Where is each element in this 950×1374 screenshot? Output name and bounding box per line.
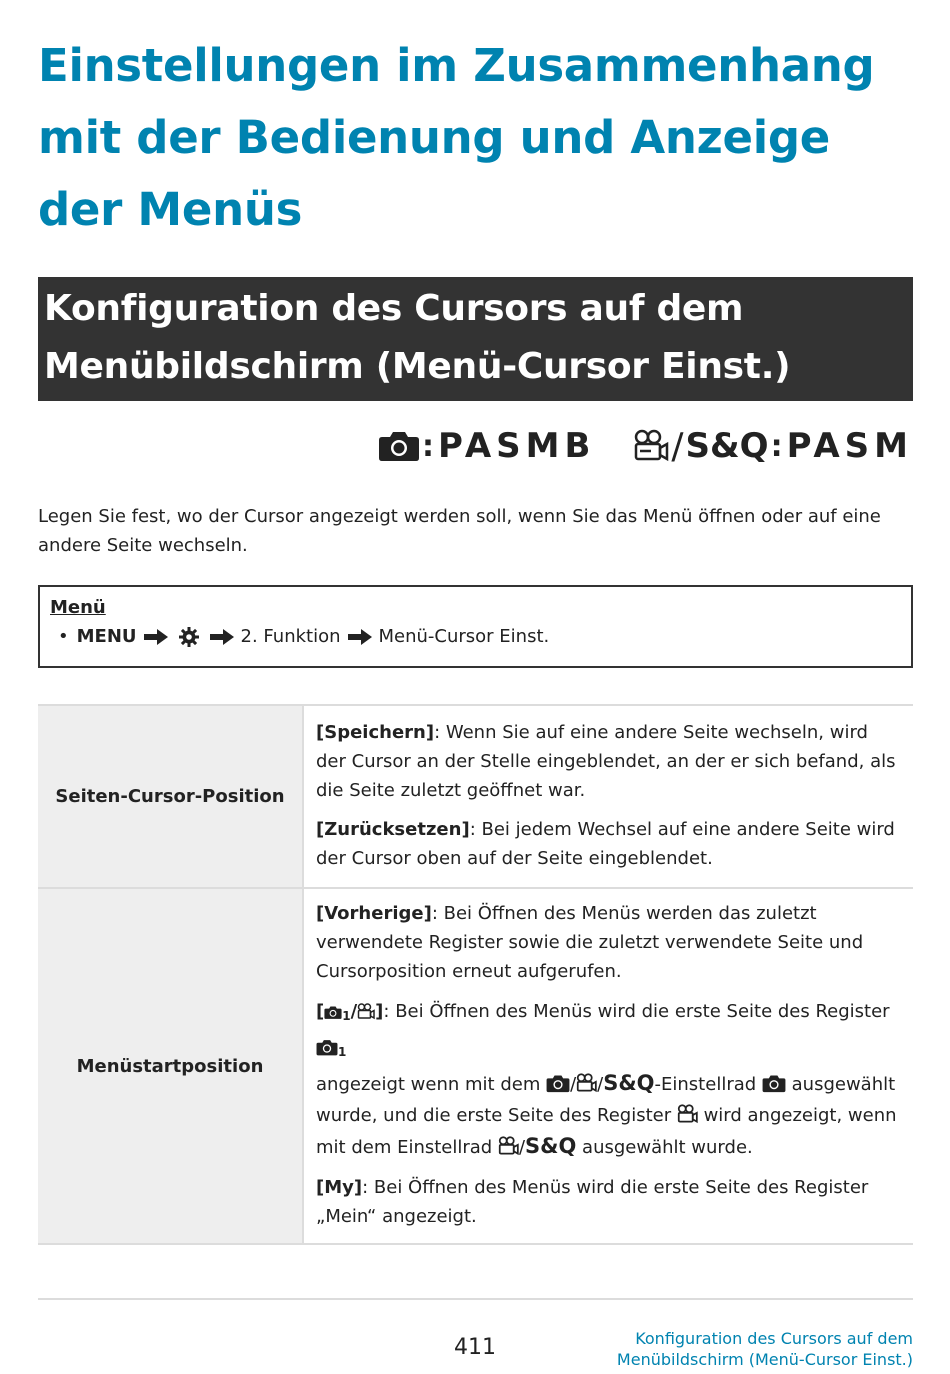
option-text: : Bei Öffnen des Menüs werden das zuletzt verwendete Register sowie die zuletzt verwendete Seite und Cursorposition erneut aufgerufen. (316, 903, 864, 982)
option-name: [My] (316, 1177, 363, 1198)
option-description (316, 718, 899, 805)
menu-step-menu: MENU (76, 626, 137, 647)
option-description (316, 815, 899, 873)
camera-icon (546, 1074, 570, 1093)
camera-icon (762, 1074, 786, 1093)
video-modes: PASM (786, 426, 913, 466)
page-number: 411 (454, 1335, 496, 1360)
footer-link-line: Konfiguration des Cursors auf dem (635, 1329, 913, 1348)
photo-modes: PASMB (438, 426, 596, 466)
mode-colon-video: : (770, 428, 783, 464)
bullet: • (58, 626, 69, 647)
camera-icon (324, 1005, 342, 1020)
menu-step-function: 2. Funktion (240, 626, 341, 647)
setting-label: Menüstartposition (38, 888, 303, 1244)
movie-camera-icon (677, 1104, 698, 1124)
option-name: [Speichern] (316, 722, 435, 743)
shooting-mode-indicator (378, 424, 913, 468)
section-header-bar (38, 277, 913, 401)
movie-camera-icon (576, 1073, 597, 1093)
section-title: Konfiguration des Cursors auf dem Menübildschirm (Menü-Cursor Einst.) (44, 288, 791, 387)
movie-camera-icon (633, 429, 669, 463)
sq-mode-label: S&Q (685, 426, 769, 466)
page-title: Einstellungen im Zusammenhang mit der Bedienung und Anzeige der Menüs (38, 39, 875, 236)
footer-section-link[interactable] (553, 1328, 913, 1370)
arrow-right-icon (143, 628, 169, 646)
setting-description (303, 705, 913, 888)
table-row (38, 888, 913, 1244)
camera-icon (316, 1039, 338, 1056)
menu-step-setting: Menü-Cursor Einst. (378, 626, 550, 647)
setting-label: Seiten-Cursor-Position (38, 705, 303, 888)
footer-link-line: Menübildschirm (Menü-Cursor Einst.) (616, 1350, 913, 1369)
setting-description (303, 888, 913, 1244)
footer-divider (38, 1298, 913, 1300)
option-description (316, 1173, 899, 1231)
gear-icon (179, 627, 199, 647)
settings-table (38, 704, 913, 1245)
intro-paragraph: Legen Sie fest, wo der Cursor angezeigt werden soll, wenn Sie das Menü öffnen oder auf eine andere Seite wechseln. (38, 506, 881, 556)
movie-camera-icon (357, 1003, 375, 1020)
movie-camera-icon (498, 1136, 519, 1156)
arrow-right-icon (347, 628, 373, 646)
option-name: [Vorherige] (316, 903, 432, 924)
option-description (316, 899, 899, 986)
option-description: [ 1/ ]: Bei Öffnen des Menüs wird die erste Seite des Register 1 angezeigt wenn mit dem / /S&Q-Einstellrad ausgewählt wurde, und die erste Seite des Register wird angezeigt, wenn mit dem Einstellrad /S&Q ausgewählt wurde. (316, 1001, 897, 1158)
option-text: : Wenn Sie auf eine andere Seite wechseln, wird der Cursor an der Stelle eingeblendet, an der er sich befand, als die Seite zuletzt geöffnet war. (316, 722, 896, 801)
menu-path-box (38, 585, 913, 668)
mode-colon: : (422, 428, 435, 464)
camera-icon (378, 430, 420, 462)
mode-slash: / (671, 425, 684, 467)
sq-mode-label: S&Q (603, 1071, 655, 1095)
option-text: : Bei Öffnen des Menüs wird die erste Seite des Register „Mein“ angezeigt. (316, 1177, 869, 1227)
sq-mode-label: S&Q (525, 1134, 577, 1158)
option-name: [ 1/ ] (316, 1001, 384, 1023)
option-text: : Bei jedem Wechsel auf eine andere Seite wird der Cursor oben auf der Seite eingeblendet. (316, 819, 895, 869)
table-row (38, 705, 913, 888)
menu-heading: Menü (50, 597, 106, 618)
menu-path (50, 622, 901, 652)
arrow-right-icon (209, 628, 235, 646)
option-name: [Zurücksetzen] (316, 819, 470, 840)
